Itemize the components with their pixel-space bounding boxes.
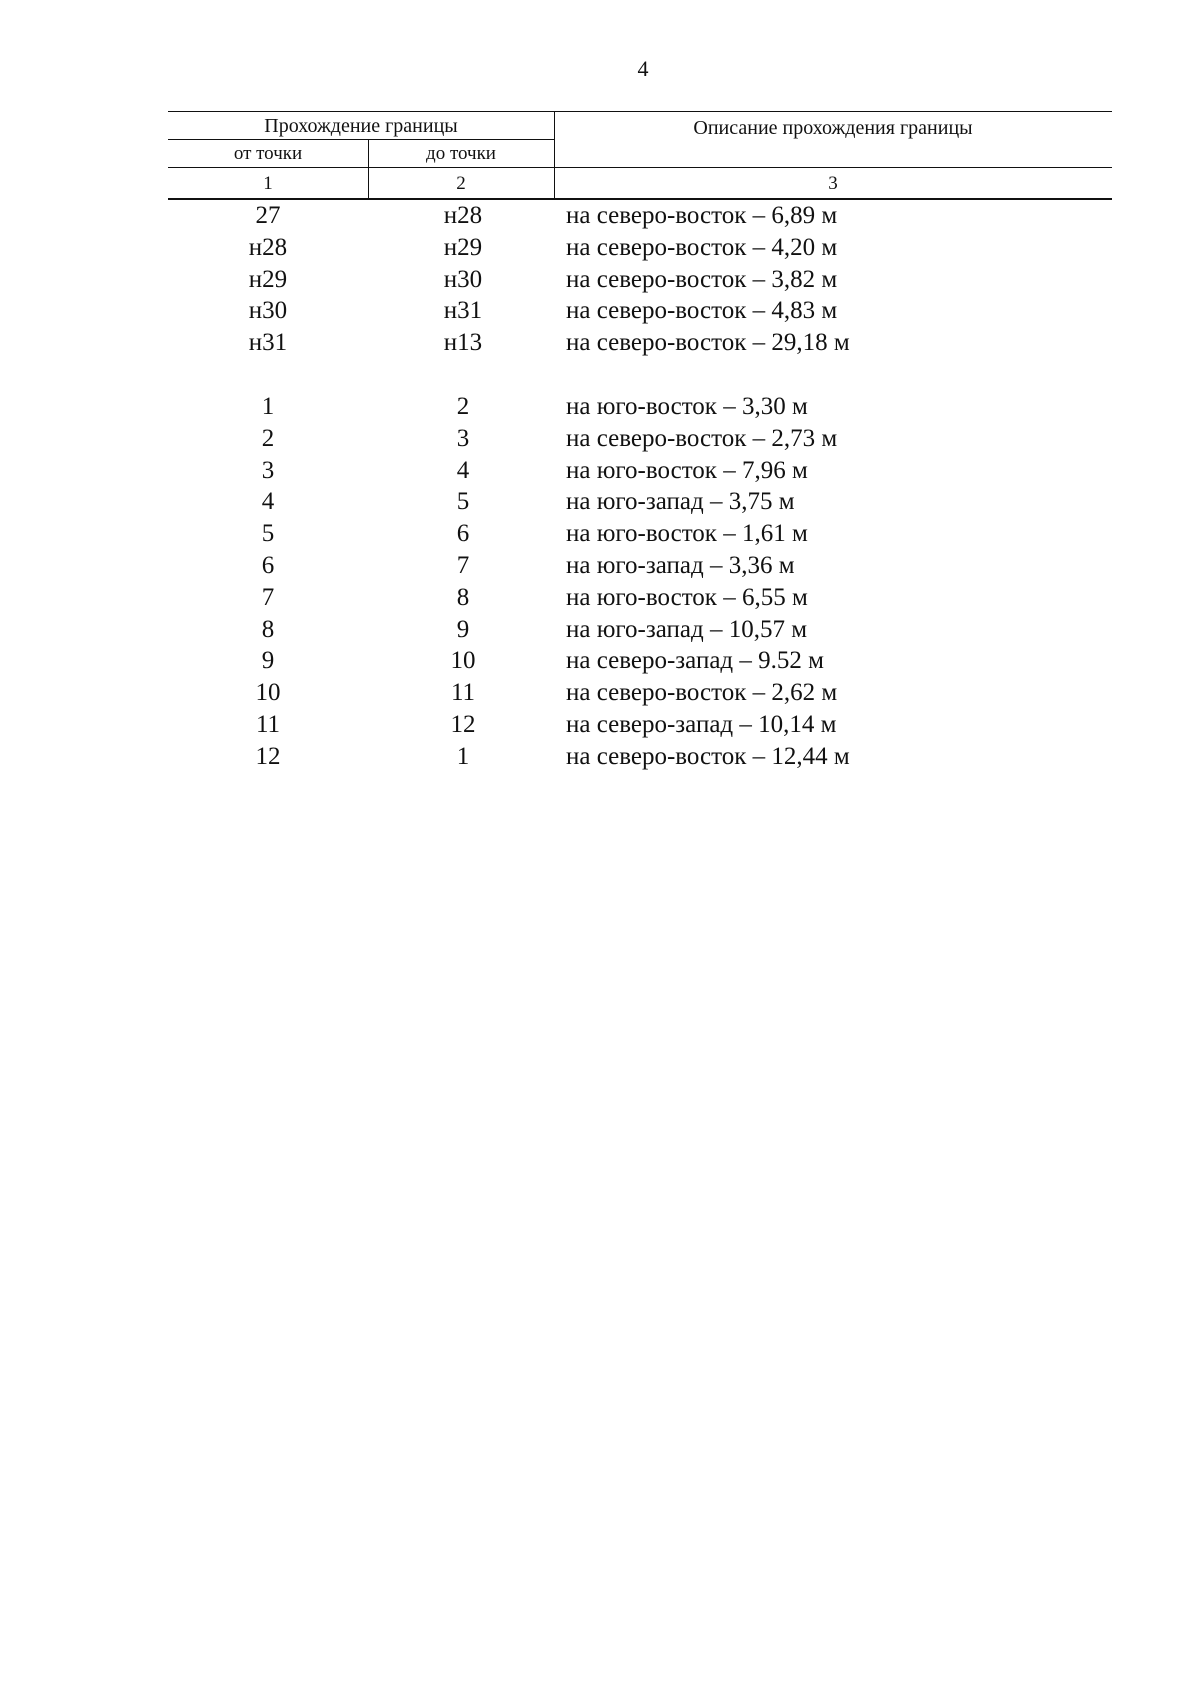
description-cell: на северо-восток – 4,20 м: [566, 233, 838, 261]
description-cell: на северо-восток – 2,62 м: [566, 679, 838, 707]
section-gap: [168, 359, 1112, 391]
description-cell: на юго-запад – 3,75 м: [566, 488, 795, 516]
table-row: [168, 709, 1112, 741]
to-point-cell: 3: [456, 424, 470, 452]
to-point-cell: 4: [456, 456, 470, 484]
to-point-cell: н29: [443, 233, 483, 261]
description-cell: на юго-запад – 3,36 м: [566, 551, 795, 579]
table-body: [168, 200, 1112, 773]
from-point-cell: 4: [261, 488, 275, 516]
from-point-cell: н29: [248, 265, 288, 293]
table-row: [168, 423, 1112, 455]
to-point-cell: 5: [456, 488, 470, 516]
description-cell: на юго-восток – 1,61 м: [566, 520, 808, 548]
from-point-cell: 6: [261, 551, 275, 579]
description-cell: на северо-восток – 2,73 м: [566, 424, 838, 452]
to-point-cell: н30: [443, 265, 483, 293]
description-cell: на юго-восток – 7,96 м: [566, 456, 808, 484]
to-point-cell: 7: [456, 551, 470, 579]
table-row: [168, 200, 1112, 232]
description-cell: на северо-восток – 29,18 м: [566, 329, 850, 357]
from-point-cell: 9: [261, 647, 275, 675]
to-point-cell: н28: [443, 202, 483, 229]
from-point-cell: н31: [248, 329, 288, 357]
table-row: [168, 327, 1112, 359]
to-point-cell: н31: [443, 297, 483, 325]
table-row: [168, 582, 1112, 614]
from-point-cell: 1: [261, 392, 275, 420]
description-cell: на юго-восток – 6,55 м: [566, 583, 808, 611]
to-point-cell: 8: [456, 583, 470, 611]
header-mid-rule: [168, 167, 1112, 168]
header-subgroup-rule: [168, 139, 554, 140]
from-point-cell: 12: [255, 742, 281, 770]
description-cell: на северо-восток – 6,89 м: [566, 202, 838, 229]
table-row: [168, 614, 1112, 646]
table-row: [168, 391, 1112, 423]
header-to-point: до точки: [426, 143, 496, 164]
page-number: 4: [637, 56, 649, 81]
to-point-cell: 12: [450, 710, 476, 738]
table-row: [168, 295, 1112, 327]
header-top-rule: [168, 111, 1112, 112]
table-row: [168, 486, 1112, 518]
description-cell: на юго-восток – 3,30 м: [566, 392, 808, 420]
to-point-cell: 10: [450, 647, 476, 675]
from-point-cell: н28: [248, 233, 288, 261]
from-point-cell: 2: [261, 424, 275, 452]
description-cell: на северо-восток – 3,82 м: [566, 265, 838, 293]
from-point-cell: 7: [261, 583, 275, 611]
table-row: [168, 232, 1112, 264]
description-cell: на северо-запад – 10,14 м: [566, 710, 837, 738]
header-from-point: от точки: [233, 143, 303, 164]
from-point-cell: 8: [261, 615, 275, 643]
to-point-cell: 6: [456, 520, 470, 548]
from-point-cell: 27: [255, 202, 281, 229]
from-point-cell: 3: [261, 456, 275, 484]
table-row: [168, 264, 1112, 296]
to-point-cell: 11: [450, 679, 476, 707]
to-point-cell: 9: [456, 615, 470, 643]
table-row: [168, 518, 1112, 550]
header-col3-number: 3: [828, 173, 838, 194]
from-point-cell: н30: [248, 297, 288, 325]
header-group-title: Прохождение границы: [264, 115, 458, 137]
table-row: [168, 677, 1112, 709]
table-header: [168, 111, 1112, 200]
header-col2-number: 2: [456, 173, 466, 194]
description-cell: на северо-восток – 12,44 м: [566, 742, 850, 770]
description-cell: на северо-восток – 4,83 м: [566, 297, 838, 325]
to-point-cell: н13: [443, 329, 483, 357]
to-point-cell: 2: [456, 392, 470, 420]
from-point-cell: 11: [255, 710, 281, 738]
table-row: [168, 645, 1112, 677]
table-row: [168, 741, 1112, 773]
description-cell: на юго-запад – 10,57 м: [566, 615, 808, 643]
header-description-title: Описание прохождения границы: [693, 117, 973, 139]
table-row: [168, 455, 1112, 487]
to-point-cell: 1: [456, 742, 470, 770]
header-col1-number: 1: [263, 173, 273, 194]
description-cell: на северо-запад – 9.52 м: [566, 647, 824, 675]
table-row: [168, 550, 1112, 582]
from-point-cell: 10: [255, 679, 281, 707]
from-point-cell: 5: [261, 520, 275, 548]
